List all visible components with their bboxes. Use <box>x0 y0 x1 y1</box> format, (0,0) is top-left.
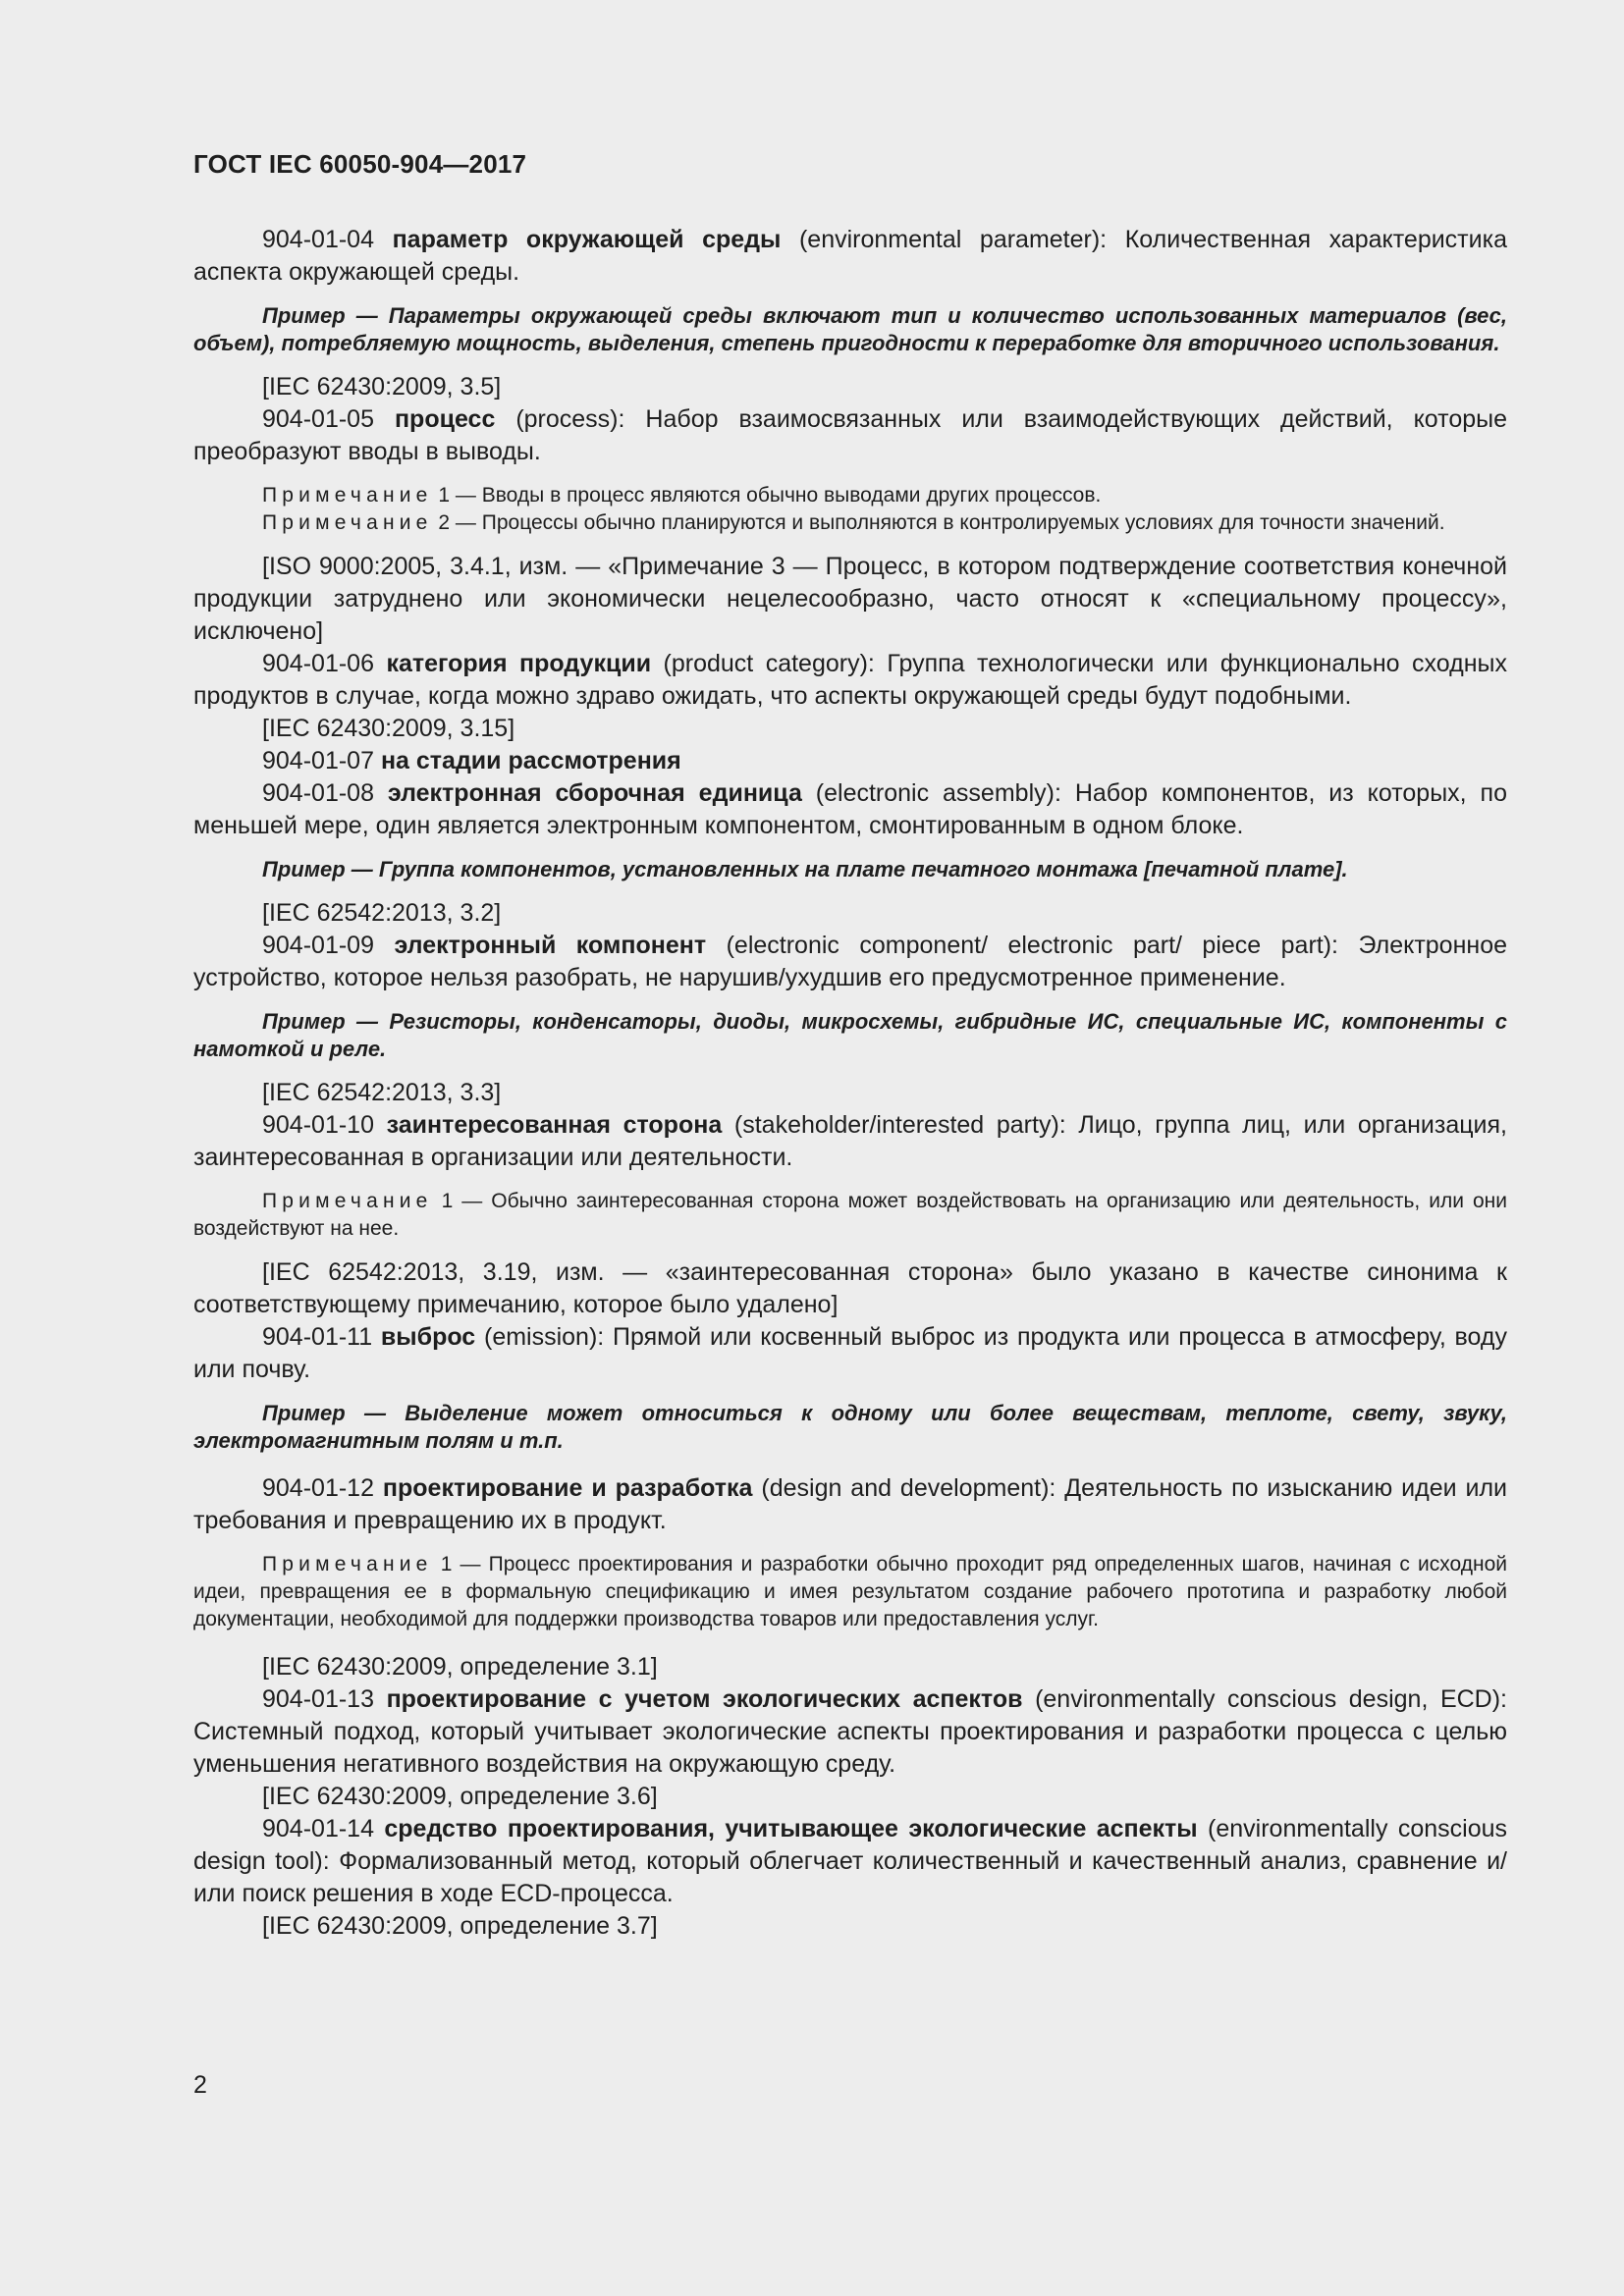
entry-number: 904-01-09 <box>262 932 374 959</box>
entry-definition: (stakeholder/interested party): Лицо, группа лиц, или организация, заинтересованная в организации или деятельности. <box>193 1111 1508 1171</box>
entry-number: 904-01-13 <box>262 1685 374 1713</box>
document-body <box>193 224 1507 1943</box>
entry-definition: (electronic component/ electronic part/ piece part): Электронное устройство, которое нельзя разобрать, не нарушив/ухудшив его предусмотренное применение. <box>193 932 1507 991</box>
entry-term: на стадии рассмотрения <box>380 747 681 774</box>
entry-definition: (environmental parameter): Количественная характеристика аспекта окружающей среды. <box>193 226 1507 286</box>
entry-number: 904-01-05 <box>262 405 374 433</box>
entry-term: средство проектирования, учитывающее экологические аспекты <box>384 1815 1198 1842</box>
entry-number: 904-01-06 <box>262 650 374 677</box>
source-reference: [IEC 62430:2009, определение 3.7] <box>262 1912 658 1940</box>
entry-term: проектирование с учетом экологических аспектов <box>386 1685 1023 1713</box>
entry-definition: (process): Набор взаимосвязанных или взаимодействующих действий, которые преобразуют вводы в выводы. <box>193 405 1507 465</box>
note-label: Примечание <box>262 1190 433 1212</box>
entry-904-01-05 <box>193 403 1507 468</box>
example-paragraph: Пример — Группа компонентов, установленных на плате печатного монтажа [печатной плате]. <box>262 857 1348 881</box>
source-reference: [IEC 62430:2009, определение 3.1] <box>262 1653 658 1681</box>
entry-term: электронная сборочная единица <box>387 779 802 807</box>
note-label: Примечание <box>262 1553 433 1575</box>
note-paragraph <box>193 1551 1507 1633</box>
note-paragraph <box>193 482 1507 509</box>
entry-number: 904-01-04 <box>262 226 374 253</box>
page-header: ГОСТ IEC 60050-904—2017 <box>193 149 527 179</box>
entry-number: 904-01-07 <box>262 747 374 774</box>
entry-term: параметр окружающей среды <box>392 226 782 253</box>
entry-904-01-10 <box>193 1109 1507 1174</box>
entry-number: 904-01-11 <box>262 1323 373 1351</box>
source-reference: [IEC 62430:2009, 3.5] <box>262 373 502 400</box>
page-number: 2 <box>193 2071 207 2099</box>
source-reference: [IEC 62542:2013, 3.2] <box>262 899 502 927</box>
entry-904-01-04 <box>193 224 1507 289</box>
example-paragraph: Пример — Выделение может относиться к одному или более веществам, теплоте, свету, звуку, электромагнитным полям и т.п. <box>193 1401 1507 1453</box>
entry-definition: (electronic assembly): Набор компонентов, из которых, по меньшей мере, один является электронным компонентом, смонтированным в одном блоке. <box>193 779 1507 839</box>
entry-term: процесс <box>394 405 496 433</box>
source-reference: [IEC 62542:2013, 3.3] <box>262 1079 502 1106</box>
entry-904-01-09 <box>193 930 1507 994</box>
note-label: Примечание <box>262 511 433 534</box>
example-paragraph: Пример — Резисторы, конденсаторы, диоды, микросхемы, гибридные ИС, специальные ИС, компоненты с намоткой и реле. <box>193 1009 1507 1061</box>
entry-definition: (product category): Группа технологически или функционально сходных продуктов в случае, когда можно здраво ожидать, что аспекты окружающей среды будут подобными. <box>193 650 1507 710</box>
entry-term: выброс <box>380 1323 476 1351</box>
note-text: 1 — Обычно заинтересованная сторона может воздействовать на организацию или деятельность, или они воздействуют на нее. <box>193 1190 1507 1240</box>
note-paragraph <box>193 1188 1507 1243</box>
entry-904-01-06 <box>193 648 1507 713</box>
entry-number: 904-01-14 <box>262 1815 374 1842</box>
entry-term: проектирование и разработка <box>382 1474 753 1502</box>
entry-904-01-07 <box>193 745 1507 777</box>
entry-904-01-13 <box>193 1683 1507 1781</box>
entry-904-01-08 <box>193 777 1507 842</box>
entry-number: 904-01-10 <box>262 1111 374 1139</box>
entry-term: категория продукции <box>386 650 652 677</box>
entry-904-01-14 <box>193 1813 1507 1910</box>
entry-number: 904-01-08 <box>262 779 374 807</box>
entry-definition: (emission): Прямой или косвенный выброс из продукта или процесса в атмосферу, воду или почву. <box>193 1323 1507 1383</box>
note-text: 1 — Процесс проектирования и разработки обычно проходит ряд определенных шагов, начиная с исходной идеи, превращения ее в формальную спецификацию и имея результатом создание рабочего прототипа и разработку любой документации, необходимой для поддержки производства товаров или предоставления услуг. <box>193 1553 1507 1630</box>
example-paragraph: Пример — Параметры окружающей среды включают тип и количество использованных материалов (вес, объем), потребляемую мощность, выделения, степень пригодности к переработке для вторичного использования. <box>193 303 1507 355</box>
source-reference: [IEC 62430:2009, 3.15] <box>262 715 515 742</box>
entry-term: электронный компонент <box>394 932 707 959</box>
entry-number: 904-01-12 <box>262 1474 374 1502</box>
note-text: 1 — Вводы в процесс являются обычно выводами других процессов. <box>432 484 1102 507</box>
note-paragraph <box>193 509 1507 537</box>
entry-definition: (design and development): Деятельность по изысканию идеи или требования и превращению их в продукт. <box>193 1474 1508 1534</box>
entry-904-01-12 <box>193 1472 1507 1537</box>
source-reference: [ISO 9000:2005, 3.4.1, изм. — «Примечание 3 — Процесс, в котором подтверждение соответствия конечной продукции затруднено или экономически нецелесообразно, часто относят к «специальному процессу», исключено] <box>193 553 1507 645</box>
entry-904-01-11 <box>193 1321 1507 1386</box>
entry-definition: (environmentally conscious design tool): Формализованный метод, который облегчает количественный и качественный анализ, сравнение и/или поиск решения в ходе ECD-процесса. <box>193 1815 1507 1907</box>
note-label: Примечание <box>262 484 433 507</box>
note-text: 2 — Процессы обычно планируются и выполняются в контролируемых условиях для точности значений. <box>432 511 1445 534</box>
source-reference: [IEC 62542:2013, 3.19, изм. — «заинтересованная сторона» было указано в качестве синонима к соответствующему примечанию, которое было удалено] <box>193 1258 1507 1318</box>
entry-definition: (environmentally conscious design, ECD): Системный подход, который учитывает экологические аспекты проектирования и разработки процесса с целью уменьшения негативного воздействия на окружающую среду. <box>193 1685 1508 1778</box>
entry-term: заинтересованная сторона <box>386 1111 723 1139</box>
source-reference: [IEC 62430:2009, определение 3.6] <box>262 1783 658 1810</box>
